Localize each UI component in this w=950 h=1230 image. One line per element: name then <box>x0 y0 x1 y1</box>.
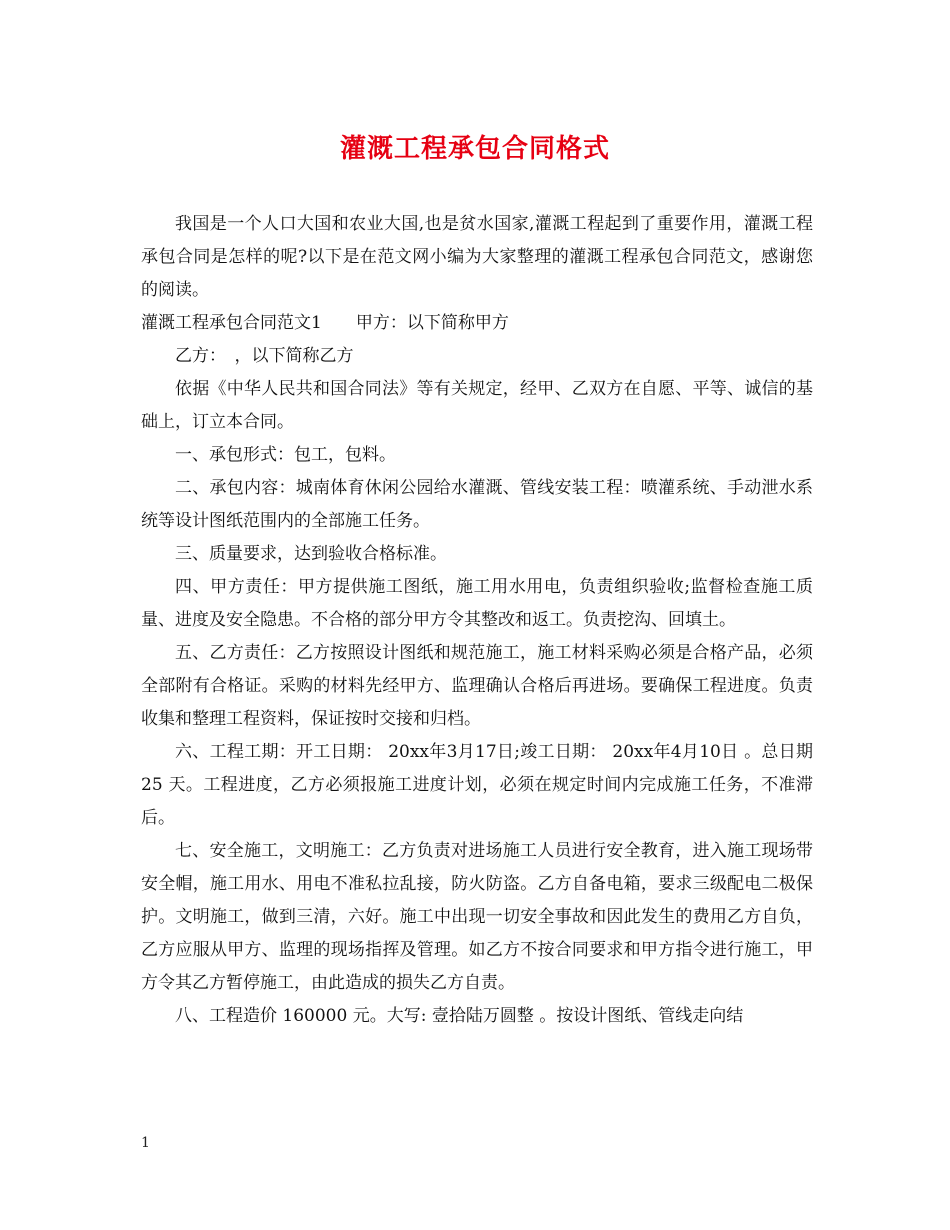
clause-6: 六、工程工期：开工日期： 20xx年3月17日;竣工日期： 20xx年4月10日 。总日期 25 天。工程进度，乙方必须报施工进度计划，必须在规定时间内完成施工任务，不准滞后。 <box>141 742 813 828</box>
document-title: 灌溉工程承包合同格式 <box>339 134 610 164</box>
clause-7: 七、安全施工，文明施工：乙方负责对进场施工人员进行安全教育，进入施工现场带安全帽，施工用水、用电不准私拉乱接，防火防盗。乙方自备电箱，要求三级配电二极保护。文明施工，做到三清，六好。施工中出现一切安全事故和因此发生的费用乙方自负，乙方应服从甲方、监理的现场指挥及管理。如乙方不按合同要求和甲方指令进行施工，甲方令其乙方暂停施工，由此造成的损失乙方自责。 <box>141 841 813 993</box>
contract-sample-heading: 灌溉工程承包合同范文1 甲方：以下简称甲方 <box>141 313 509 333</box>
clause-5: 五、乙方责任：乙方按照设计图纸和规范施工，施工材料采购必须是合格产品，必须全部附有合格证。采购的材料先经甲方、监理确认合格后再进场。要确保工程进度。负责收集和整理工程资料，保证按时交接和归档。 <box>141 643 813 729</box>
clause-1: 一、承包形式：包工，包料。 <box>175 445 396 465</box>
clause-8: 八、工程造价 160000 元。大写: 壹拾陆万圆整 。按设计图纸、管线走向结 <box>175 1006 744 1026</box>
clause-4: 四、甲方责任：甲方提供施工图纸，施工用水用电，负责组织验收;监督检查施工质量、进度及安全隐患。不合格的部分甲方令其整改和返工。负责挖沟、回填土。 <box>141 577 813 630</box>
clause-2: 二、承包内容：城南体育休闲公园给水灌溉、管线安装工程：喷灌系统、手动泄水系统等设计图纸范围内的全部施工任务。 <box>141 478 813 531</box>
party-b-line: 乙方： ，以下简称乙方 <box>175 346 354 366</box>
document-body <box>141 208 813 1033</box>
clause-3: 三、质量要求，达到验收合格标准。 <box>175 544 447 564</box>
page-number: 1 <box>141 1135 150 1151</box>
basis-paragraph: 依据《中华人民共和国合同法》等有关规定，经甲、乙双方在自愿、平等、诚信的基础上，订立本合同。 <box>141 379 813 432</box>
intro-paragraph: 我国是一个人口大国和农业大国,也是贫水国家,灌溉工程起到了重要作用，灌溉工程承包合同是怎样的呢?以下是在范文网小编为大家整理的灌溉工程承包合同范文，感谢您的阅读。 <box>141 214 813 300</box>
